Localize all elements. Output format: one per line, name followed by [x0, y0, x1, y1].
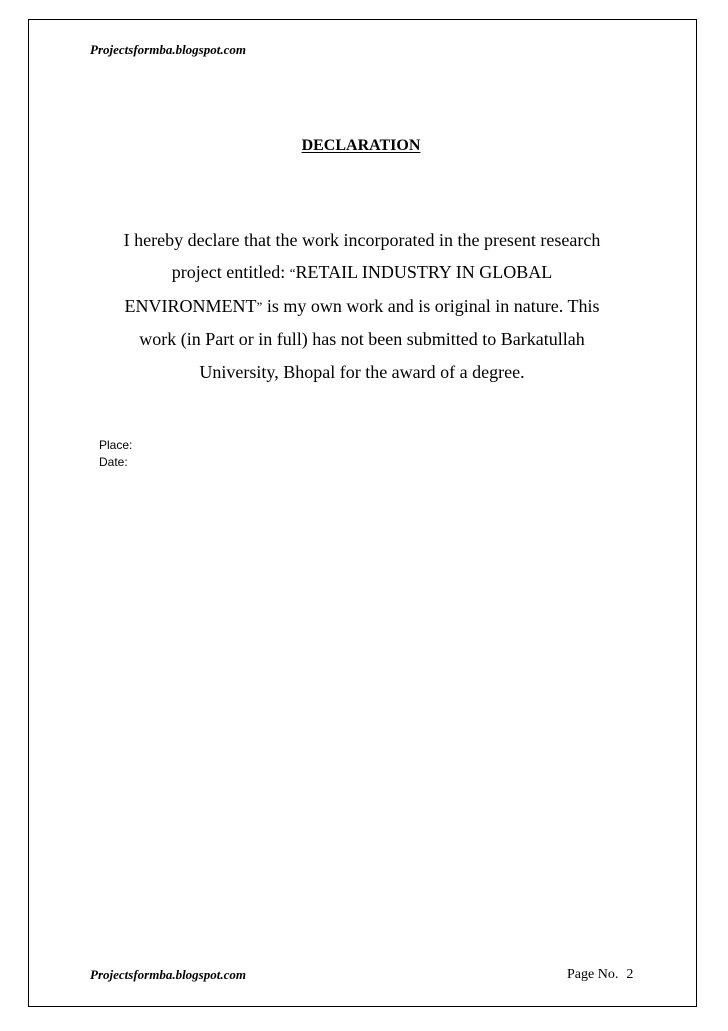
declaration-line-1: I hereby declare that the work incorporated in the present research	[123, 230, 601, 250]
page-number-block	[567, 966, 633, 984]
declaration-line-5: University, Bhopal for the award of a degree.	[199, 361, 525, 382]
header-site-name: Projectsformba.blogspot.com	[90, 42, 246, 57]
close-quote: ”	[256, 298, 263, 314]
declaration-line-4: work (in Part or in full) has not been submitted to Barkatullah	[139, 329, 585, 350]
signature-block	[99, 437, 132, 471]
date-label: Date:	[99, 455, 128, 469]
declaration-title: DECLARATION	[301, 137, 421, 154]
page-title	[0, 136, 728, 156]
open-quote: “	[289, 265, 296, 281]
footer-site-name: Projectsformba.blogspot.com	[90, 967, 246, 982]
project-title-part-2: ENVIRONMENT	[124, 295, 257, 316]
page-number-label: Page No.	[567, 967, 619, 982]
project-title-part-1: RETAIL INDUSTRY IN GLOBAL	[295, 262, 553, 283]
page-number: 2	[626, 967, 634, 982]
page-border	[28, 19, 697, 1007]
declaration-text: project entitled:	[171, 262, 290, 283]
declaration-paragraph	[90, 224, 634, 388]
declaration-text: is my own work and is original in nature. This	[262, 295, 600, 316]
declaration-line-3	[90, 290, 634, 323]
declaration-line-2	[90, 256, 634, 289]
place-label: Place:	[99, 438, 133, 452]
